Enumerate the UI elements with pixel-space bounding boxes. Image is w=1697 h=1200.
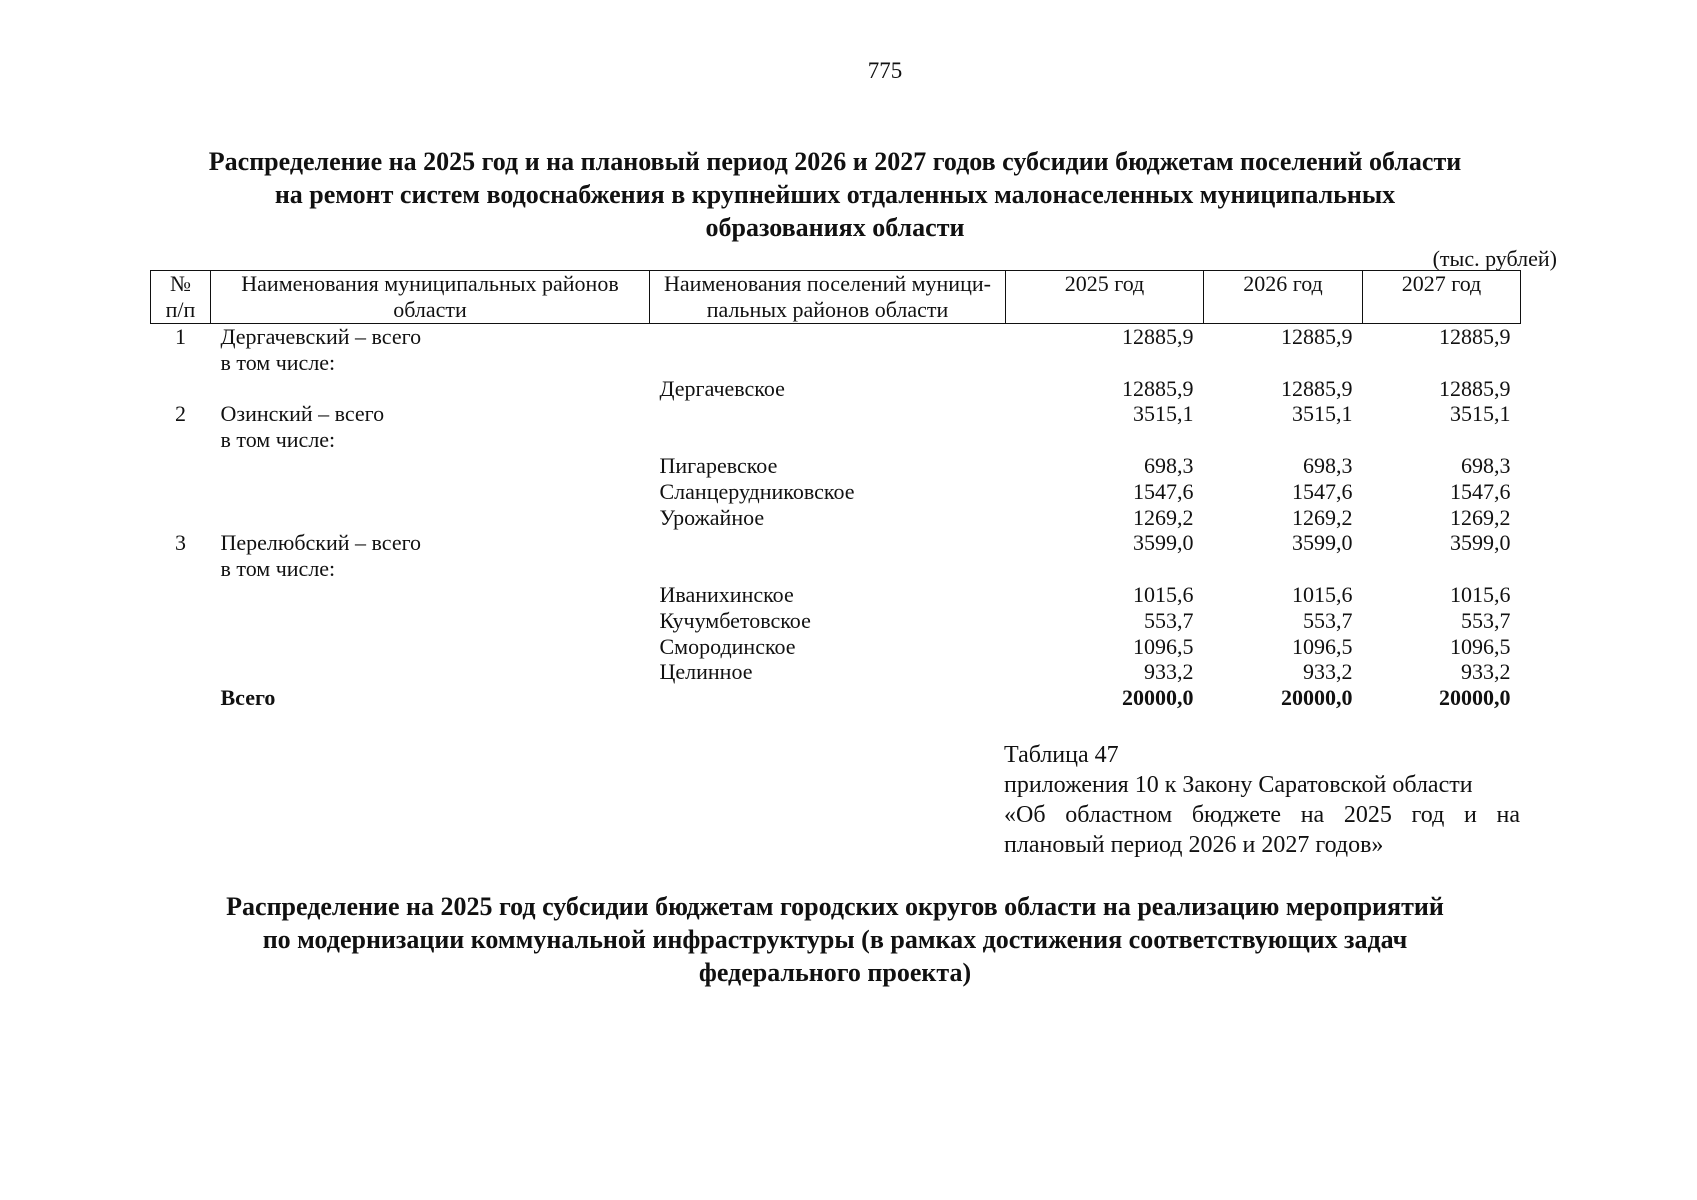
- header-num: № п/п: [151, 271, 211, 324]
- cell-district: [211, 376, 650, 402]
- cell-district: Озинский – всего: [220, 401, 385, 427]
- cell-2025: 933,2: [1144, 659, 1194, 685]
- cell-2027: 1547,6: [1450, 478, 1511, 504]
- cell-settlement: [650, 530, 1006, 556]
- cell-num: [151, 453, 211, 479]
- cell-2027: 553,7: [1461, 607, 1511, 633]
- cell-2027: 933,2: [1461, 659, 1511, 685]
- annex-line: плановый период 2026 и 2027 годов»: [1004, 832, 1384, 858]
- total-2026: 20000,0: [1281, 685, 1353, 711]
- cell-2025: 1096,5: [1133, 633, 1194, 659]
- cell-2026: 1547,6: [1292, 478, 1353, 504]
- cell-2027: [1363, 350, 1521, 376]
- cell-settlement: Пигаревское: [659, 452, 778, 478]
- cell-district: Перелюбский – всего: [220, 530, 422, 556]
- title-line: Распределение на 2025 год и на плановый период 2026 и 2027 годов субсидии бюджетам поселений области: [208, 147, 1462, 176]
- units-label: (тыс. рублей): [1432, 246, 1557, 271]
- annex-reference: [1004, 740, 1520, 860]
- cell-num: [151, 634, 211, 660]
- cell-settlement: Смородинское: [659, 633, 796, 659]
- header-2025: 2025 год: [1006, 271, 1204, 324]
- subsidy-table: [150, 270, 1521, 711]
- title-line: по модернизации коммунальной инфраструктуры (в рамках достижения соответствующих задач: [262, 925, 1408, 954]
- cell-2026: 3599,0: [1292, 530, 1353, 556]
- table-row: [151, 376, 1521, 402]
- cell-2025: [1006, 556, 1204, 582]
- table-row: [151, 582, 1521, 608]
- annex-line: приложения 10 к Закону Саратовской области: [1004, 772, 1473, 798]
- cell-num: [151, 556, 211, 582]
- cell-settlement: [650, 324, 1006, 350]
- cell-num: [151, 376, 211, 402]
- cell-2026: 553,7: [1303, 607, 1353, 633]
- cell-2026: [1204, 556, 1363, 582]
- cell-num: [151, 608, 211, 634]
- total-label: Всего: [220, 685, 276, 711]
- cell-num: 2: [175, 401, 186, 427]
- table-row: [151, 401, 1521, 427]
- cell-district: [211, 634, 650, 660]
- table-row: [151, 453, 1521, 479]
- cell-2025: 698,3: [1144, 452, 1194, 478]
- header-2027: 2027 год: [1363, 271, 1521, 324]
- cell-2027: [1363, 556, 1521, 582]
- cell-2027: 1015,6: [1450, 581, 1511, 607]
- cell-district: [211, 582, 650, 608]
- cell-2025: 1269,2: [1133, 504, 1194, 530]
- table-row: [151, 556, 1521, 582]
- cell-num: [151, 479, 211, 505]
- cell-district: [211, 453, 650, 479]
- section-1-title: [150, 145, 1520, 244]
- cell-2026: 1015,6: [1292, 581, 1353, 607]
- cell-num: [151, 685, 211, 711]
- cell-2026: 3515,1: [1292, 401, 1353, 427]
- cell-2025: 3599,0: [1133, 530, 1194, 556]
- cell-2026: 1096,5: [1292, 633, 1353, 659]
- cell-settlement: Кучумбетовское: [659, 607, 811, 633]
- cell-num: 3: [175, 530, 186, 556]
- cell-2027: 1269,2: [1450, 504, 1511, 530]
- header-district: Наименования муниципальных районов области: [211, 271, 650, 324]
- title-line: федерального проекта): [698, 958, 972, 987]
- cell-num: 1: [175, 324, 186, 349]
- cell-2027: 12885,9: [1439, 375, 1511, 401]
- cell-settlement: Дергачевское: [659, 375, 785, 401]
- cell-2025: 12885,9: [1122, 324, 1194, 349]
- section-2-title: [150, 890, 1520, 989]
- cell-2026: [1204, 350, 1363, 376]
- cell-settlement: Сланцерудниковское: [659, 478, 855, 504]
- table-row: [151, 427, 1521, 453]
- total-row: [151, 685, 1521, 711]
- table-row: [151, 324, 1521, 350]
- header-settlement: Наименования поселений муници- пальных районов области: [650, 271, 1006, 324]
- cell-2026: 12885,9: [1281, 324, 1353, 349]
- cell-2026: 12885,9: [1281, 375, 1353, 401]
- cell-district: в том числе:: [220, 427, 336, 453]
- title-line: на ремонт систем водоснабжения в крупнейших отдаленных малонаселенных муниципальных: [274, 180, 1396, 209]
- cell-num: [151, 582, 211, 608]
- cell-2025: 3515,1: [1133, 401, 1194, 427]
- cell-2025: [1006, 350, 1204, 376]
- table-row: [151, 505, 1521, 531]
- cell-settlement: [650, 427, 1006, 453]
- cell-settlement: Иванихинское: [659, 581, 794, 607]
- cell-2025: 1015,6: [1133, 581, 1194, 607]
- cell-settlement: [650, 350, 1006, 376]
- table-row: [151, 530, 1521, 556]
- cell-2025: 12885,9: [1122, 375, 1194, 401]
- cell-num: [151, 350, 211, 376]
- page-number: 775: [867, 58, 903, 83]
- table-row: [151, 479, 1521, 505]
- cell-2027: [1363, 427, 1521, 453]
- table-row: [151, 608, 1521, 634]
- cell-settlement: [650, 556, 1006, 582]
- cell-2026: [1204, 427, 1363, 453]
- cell-settlement: Урожайное: [659, 504, 765, 530]
- cell-num: [151, 427, 211, 453]
- cell-district: в том числе:: [220, 556, 336, 582]
- table-row: [151, 659, 1521, 685]
- cell-settlement: [650, 401, 1006, 427]
- table-row: [151, 634, 1521, 660]
- annex-line: «Об областном бюджете на 2025 год и на: [1004, 802, 1520, 828]
- cell-district: [211, 608, 650, 634]
- cell-2027: 3515,1: [1450, 401, 1511, 427]
- cell-district: [211, 659, 650, 685]
- cell-district: [211, 505, 650, 531]
- title-line: Распределение на 2025 год субсидии бюджетам городских округов области на реализацию мероприятий: [226, 892, 1444, 921]
- cell-2026: 698,3: [1303, 452, 1353, 478]
- cell-num: [151, 659, 211, 685]
- cell-2027: 1096,5: [1450, 633, 1511, 659]
- cell-district: [211, 479, 650, 505]
- cell-2026: 1269,2: [1292, 504, 1353, 530]
- header-2026: 2026 год: [1204, 271, 1363, 324]
- cell-2025: [1006, 427, 1204, 453]
- cell-2027: 3599,0: [1450, 530, 1511, 556]
- cell-2027: 12885,9: [1439, 324, 1511, 349]
- cell-2026: 933,2: [1303, 659, 1353, 685]
- cell-district: Дергачевский – всего: [220, 324, 422, 349]
- table-header-row: [151, 271, 1521, 324]
- title-line: образованиях области: [705, 213, 965, 242]
- cell-district: в том числе:: [220, 349, 336, 375]
- total-2027: 20000,0: [1439, 685, 1511, 711]
- total-2025: 20000,0: [1122, 685, 1194, 711]
- cell-settlement: [650, 685, 1006, 711]
- cell-num: [151, 505, 211, 531]
- cell-2025: 1547,6: [1133, 478, 1194, 504]
- table-row: [151, 350, 1521, 376]
- cell-2025: 553,7: [1144, 607, 1194, 633]
- annex-table-label: Таблица 47: [1004, 742, 1119, 768]
- cell-2027: 698,3: [1461, 452, 1511, 478]
- cell-settlement: Целинное: [659, 659, 753, 685]
